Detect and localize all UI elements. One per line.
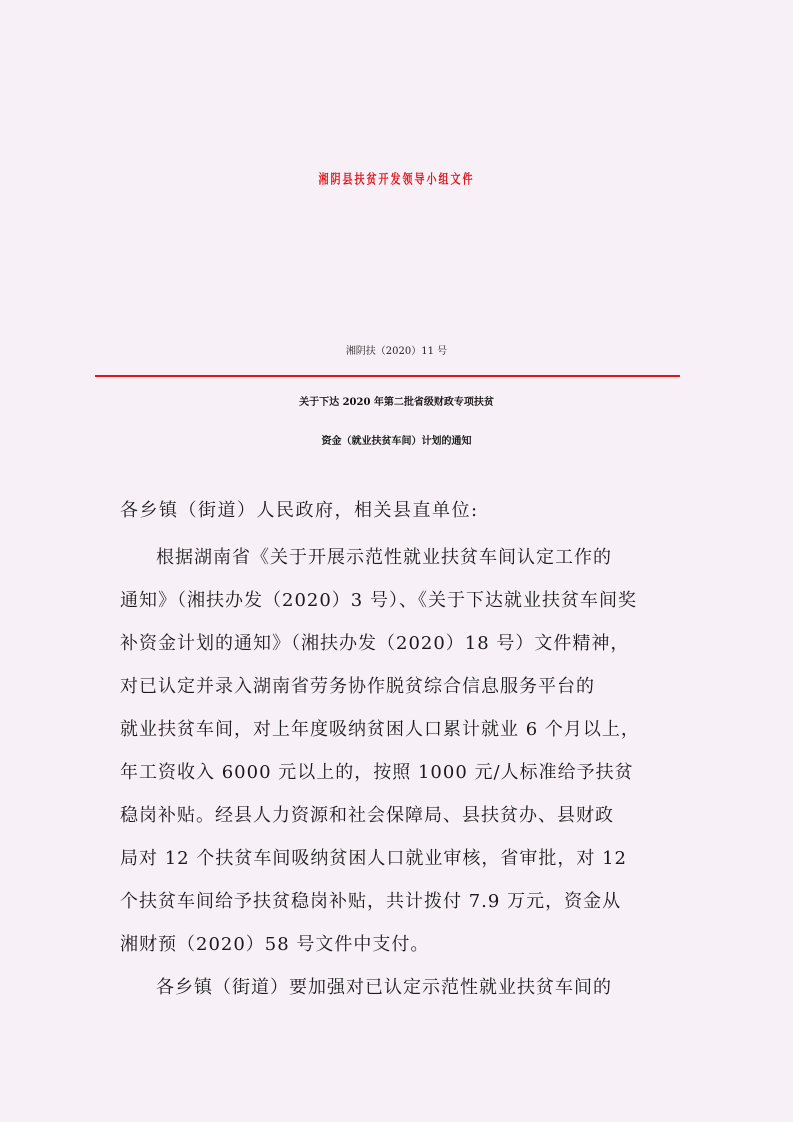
body-line: 局对 12 个扶贫车间吸纳贫困人口就业审核，省审批，对 12 [120,848,627,869]
notice-title-line-2: 资金（就业扶贫车间）计划的通知 [321,436,472,447]
document-number: 湘阴扶（2020）11 号 [345,346,448,357]
body-line: 就业扶贫车间，对上年度吸纳贫困人口累计就业 6 个月以上， [120,719,640,740]
body-line: 年工资收入 6000 元以上的，按照 1000 元/人标准给予扶贫 [120,762,634,783]
red-divider-line [95,375,680,377]
body-line: 补资金计划的通知》（湘扶办发（2020）18 号）文件精神， [120,633,630,654]
document-header-title: 湘阴县扶贫开发领导小组文件 [318,173,475,188]
body-line: 各乡镇（街道）要加强对已认定示范性就业扶贫车间的 [156,977,612,998]
salutation: 各乡镇（街道）人民政府，相关县直单位: [120,500,479,521]
body-line: 通知》（湘扶办发（2020）3 号）、《关于下达就业扶贫车间奖 [120,590,637,611]
body-line: 湘财预（2020）58 号文件中支付。 [120,934,430,955]
notice-title-line-1: 关于下达 2020 年第二批省级财政专项扶贫 [299,397,494,408]
body-line: 个扶贫车间给予扶贫稳岗补贴，共计拨付 7.9 万元，资金从 [120,891,622,912]
body-line: 稳岗补贴。经县人力资源和社会保障局、县扶贫办、县财政 [120,805,614,826]
body-line: 对已认定并录入湖南省劳务协作脱贫综合信息服务平台的 [120,676,595,697]
body-line: 根据湖南省《关于开展示范性就业扶贫车间认定工作的 [156,547,612,568]
